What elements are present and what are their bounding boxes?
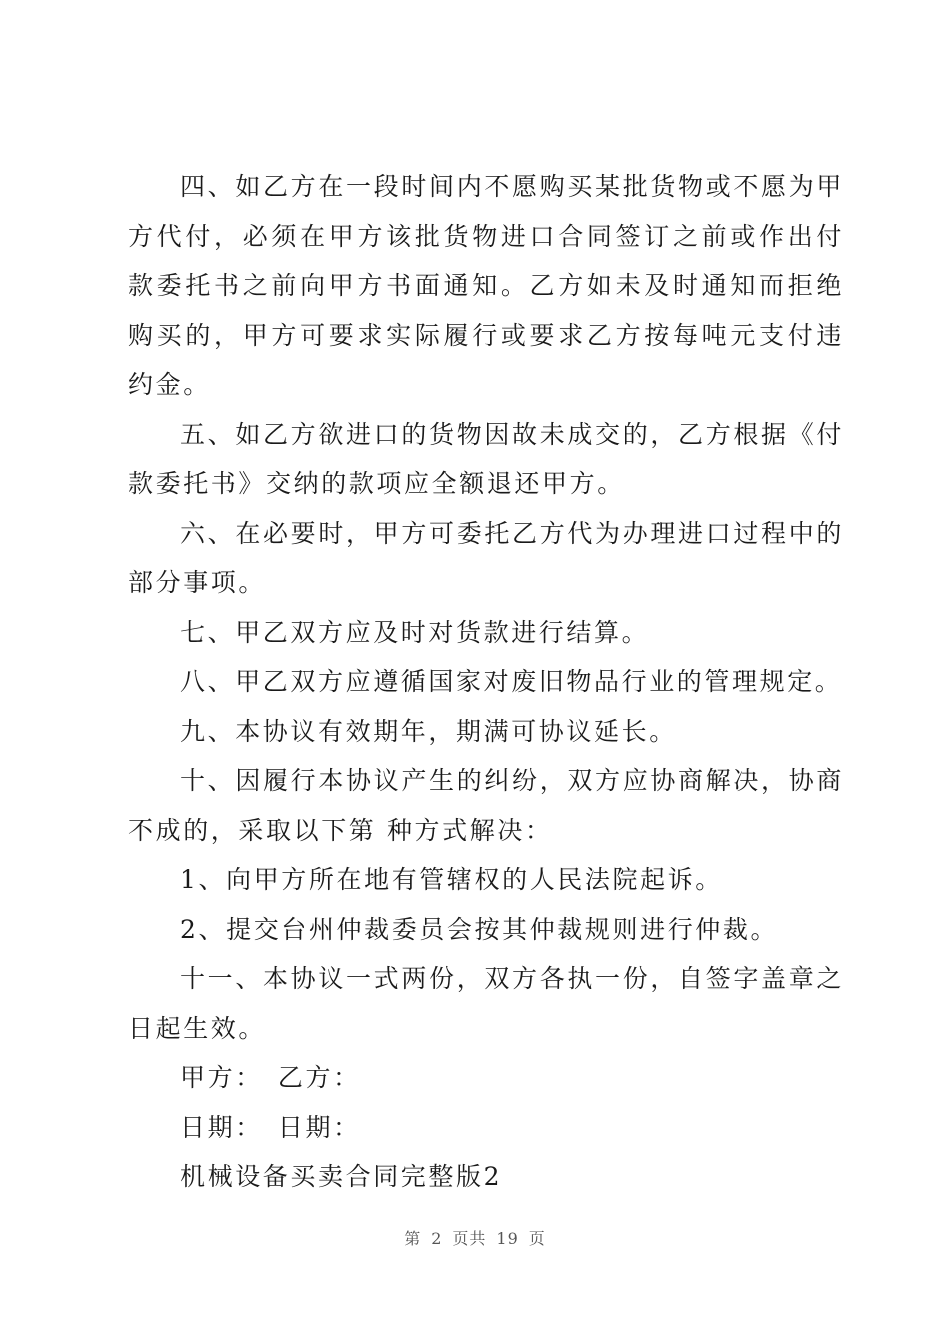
footer-prefix: 第	[404, 1229, 422, 1248]
clause-11: 十一、本协议一式两份，双方各执一份，自签字盖章之日起生效。	[128, 964, 844, 1043]
document-body	[128, 162, 844, 1202]
footer-middle: 页共	[452, 1229, 487, 1248]
page-number-footer	[0, 1226, 950, 1249]
clause-9: 九、本协议有效期年，期满可协议延长。	[180, 716, 677, 746]
party-signature-line: 甲方： 乙方：	[180, 1063, 361, 1092]
clause-7: 七、甲乙双方应及时对货款进行结算。	[180, 617, 650, 647]
clause-10-option-2: 2、提交台州仲裁委员会按其仲裁规则进行仲裁。	[180, 914, 779, 944]
clause-6: 六、在必要时，甲方可委托乙方代为办理进口过程中的部分事项。	[128, 518, 844, 597]
footer-total-pages: 19	[496, 1229, 519, 1248]
date-line: 日期： 日期：	[180, 1112, 361, 1142]
clause-10-option-1: 1、向甲方所在地有管辖权的人民法院起诉。	[180, 865, 723, 894]
footer-suffix: 页	[528, 1229, 546, 1248]
clause-5: 五、如乙方欲进口的货物因故未成交的，乙方根据《付款委托书》交纳的款项应全额退还甲方。	[128, 419, 844, 498]
clause-10: 十、因履行本协议产生的纠纷，双方应协商解决，协商不成的，采取以下第 种方式解决：	[128, 766, 844, 845]
clause-4: 四、如乙方在一段时间内不愿购买某批货物或不愿为甲方代付，必须在甲方该批货物进口合同签订之前或作出付款委托书之前向甲方书面通知。乙方如未及时通知而拒绝购买的，甲方可要求实际履行或要求乙方按每吨元支付违约金。	[128, 172, 844, 399]
next-document-title: 机械设备买卖合同完整版2	[180, 1162, 503, 1191]
footer-current-page: 2	[431, 1229, 443, 1248]
clause-8: 八、甲乙双方应遵循国家对废旧物品行业的管理规定。	[180, 667, 843, 696]
